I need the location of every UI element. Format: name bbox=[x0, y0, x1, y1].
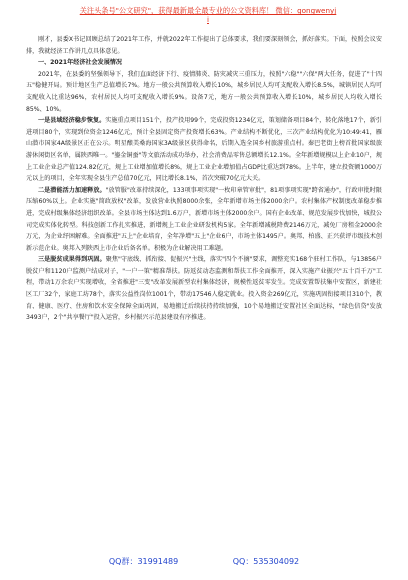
qq-group: QQ群：31991489 bbox=[108, 557, 179, 566]
document-body bbox=[26, 34, 382, 324]
paragraph-2-text: 实施重点项目151个，投产投用99个，完成投资1234亿元，策划储备项目84个，转化落地17个，新引进项目80个，实现到位资金1246亿元，预计全县固定资产投资增长63%。产业结构不断优化，三次产业结构优化为10:49:41，雁山潜市国家4A级景区正在公示。明星酿美桑海国家3A级景区获得命名，后期入选全国乡村旅游重点村。秦巴老街上榜首批国家级旅游休闲街区名单，属陕西唯一。"鎏金铜蚕"等文旅活动成功举办，社会消费品零售总额增长12.1%。全年新增规模以上企业10户，规上工业企业总产值124.82亿元，规上工业增加值增长8%，规上工业企业增加值占GDP比重达到78%。上半年，建立投资额1000万元以上的项目，全年实现全县生产总值70亿元，同比增长8.1%，首次突破70亿元大关。 bbox=[26, 117, 382, 183]
paragraph-3 bbox=[26, 185, 382, 255]
banner-line-1[interactable]: 关注头条号"公文研究"，获得最新最全最专业的公文资料库！ 微信：gongwenyj bbox=[79, 6, 337, 15]
paragraph-1: 2021年，在县委的坚强领导下，我们直面经济下行、疫情肺炎、防灾减灾三重压力，按照"六稳""六保"两大任务，促进了"十四五"稳健开局。预计地区生产总值增长7%。地方一般公共预算收入增长10%，城乡居民人均可支配收入增长8.5%，城镇居民人均可支配收入比重达96%，农村居民人均可支配收入增长9%。设备7元，地方一般公共预算收入增长10%，城乡居民人均收入增长85%、10%。 bbox=[26, 70, 382, 113]
paragraph-2 bbox=[26, 115, 382, 185]
intro-paragraph: 刚才，县委X书记回顾总结了2021年工作，并就2022年工作提出了总体要求，我们要深刻领会，抓好落实。下面，按照会议安排，我就经济工作讲几点具体意见。 bbox=[26, 36, 382, 55]
paragraph-3-text: "放管服"改革持续深化，133项事项实现"一枚印章管审批"，81项事项实现"跨省通办"，行政审批时限压缩60%以上。企业实施"简政放权"改革，发放营业执照8000余张，全年新增市场主体2000余户。农村集体产权制度改革稳步推进，完成村级集体经济组织改革。全县市场主体达到1.6万户，新增市场主体2000余户。国有企业改革、规范发展步伐加快，城投公司完成实体化转型。科技创新工作扎实推进，新增规上工业企业研发机构5家。全年新增减税降费2146万元，减免厂房租金2000余万元，为企业纾困解难。全面推进"五上"企业培育，全年净增"五上"企业6户，市场主体1495户。奥邦、柏盛、正兴获评市级技术创新示范企业。奥邦入列陕西上市企业后备名单。积极为企业解决用工难题。 bbox=[26, 186, 383, 252]
subheading-c: 三是脱贫成果得到巩固。 bbox=[38, 256, 106, 264]
header-banner[interactable] bbox=[68, 6, 348, 24]
contact-footer bbox=[0, 556, 408, 567]
subheading-a: 一是县域经济稳步恢复。 bbox=[38, 117, 106, 125]
subheading-b: 二是潜能活力加速释放。 bbox=[38, 186, 106, 194]
qq-number: QQ：535304092 bbox=[232, 557, 300, 566]
paragraph-4 bbox=[26, 254, 382, 324]
section-1-heading: 一、2021年经济社会发展情况 bbox=[38, 59, 122, 67]
paragraph-4-text: 聚焦"守底线、抓衔接、促振兴"主线，落实"四个不摘"要求，调整充实168个驻村工作队，与13856户脱贫户和1120户监测户结成对子，"一户一策"精准帮扶。防返贫动态监测和帮扶工作全面推开，深入实施产业振兴"五十百千万"工程，带动1万余农户实现增收，全省推进"三变"改革发展新型农村集体经济，规模性返贫零发生。完成安置帮扶集中安置区，新建社区工厂32个，家庭工坊78个，落实公益性岗位1001个，带动17546人稳定就业。投入资金269亿元，实施巩固衔接项目310个，教育、健康、医疗、住房和饮水安全保障全面巩固，易地搬迁后续扶持持续加强，10个易地搬迁安置社区全面达标，"绿色信贷"发放3493户，2个"共享餐厅"投入运营，乡村振兴示范县建设有序推进。 bbox=[26, 256, 383, 322]
banner-line-2: i bbox=[207, 15, 209, 24]
